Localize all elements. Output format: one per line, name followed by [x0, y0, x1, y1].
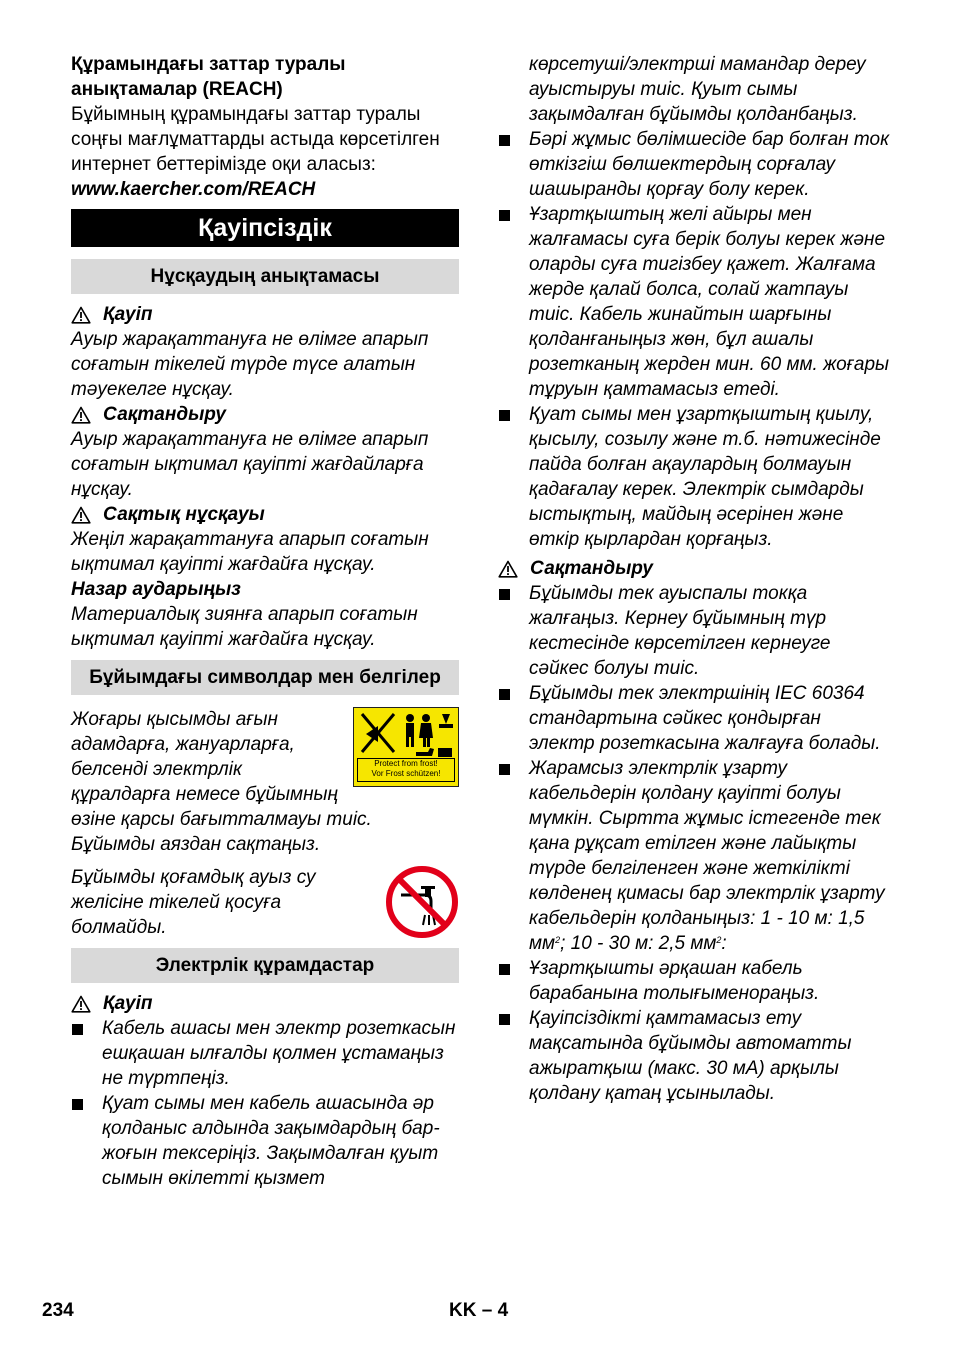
list-item: Бұйымды тек электршінің IEC 60364 стандартына сәйкес қондырған электр розеткасына жалғауға болады. — [498, 681, 890, 756]
water-text: Бұйымды қоғамдық ауыз су желісіне тікелей қосуға болмайды. — [71, 867, 316, 938]
water-block — [71, 865, 459, 940]
frost-label-en: Protect from frost! — [374, 759, 438, 768]
symbol-block — [71, 707, 459, 857]
square-bullet-icon — [499, 689, 510, 700]
frost-label-de: Vor Frost schützen! — [371, 769, 441, 778]
danger-text: Ауыр жарақаттануға не өлімге апарып соғатын тікелей түрде түсе алатын тәуекелге нұсқау. — [71, 329, 429, 400]
warning-text: Ауыр жарақаттануға не өлімге апарып соғатын ықтимал қауіпті жағдайларға нұсқау. — [71, 429, 429, 500]
continuation-text: көрсетуші/электрші мамандар дереу ауыстыруы тиіс. Қуыт сымы зақымдалған бұйымды қолданбаңыз. — [529, 54, 866, 125]
caution-text: Жеңіл жарақаттануға апарып соғатын ықтимал қауіпті жағдайға нұсқау. — [71, 529, 429, 575]
warning-triangle-icon — [71, 406, 91, 424]
square-bullet-icon — [499, 410, 510, 421]
right-column — [498, 52, 890, 1106]
no-drinking-water-connection-icon — [385, 865, 459, 939]
warning2-heading — [498, 556, 890, 581]
square-bullet-icon — [72, 1024, 83, 1035]
reach-url[interactable]: www.kaercher.com/REACH — [71, 179, 316, 200]
warning-triangle-icon — [71, 995, 91, 1013]
reach-text: Бұйымның құрамындағы заттар туралы соңғы мағлұматтарды астыда көрсетілген интернет беттерімізде оқи аласыз: — [71, 104, 440, 175]
frost-text: Бұйымды аяздан сақтаңыз. — [71, 834, 321, 855]
list-item: Бұйымды тек ауыспалы токқа жалғаңыз. Кернеу бұйымның түр кестесінде көрсетілген кернеуге сәйкес болуы тиіс. — [498, 581, 890, 681]
symbol-text: Жоғары қысымды ағын адамдарға, жануарларға, белсенді электрлік құралдарға немесе бұйымның өзіне қарсы бағытталмауы тиіс. — [71, 709, 372, 830]
square-bullet-icon — [72, 1099, 83, 1110]
warning2-label: Сақтандыру — [530, 558, 653, 579]
square-bullet-icon — [499, 964, 510, 975]
warning-heading — [71, 402, 459, 427]
danger-heading — [71, 302, 459, 327]
list-item: Ұзартқышты әрқашан кабель барабанына толығыменораңыз. — [498, 956, 890, 1006]
electrical-danger-list-continued — [498, 127, 890, 552]
square-bullet-icon — [499, 210, 510, 221]
list-item: Ұзартқыштың желі айыры мен жалғамасы суға берік болуы керек және оларды суға тигізбеу қажет. Жалғама жерде қалай болса, солай жатпауы тиіс. Кабель жинайтын шарғыны қолданғаныңыз жөн, бұл ашалы розетканың жерден мин. 60 мм. жоғары тұруын қамтамасыз етеді. — [498, 202, 890, 402]
subsection-symbols: Бұйымдағы символдар мен белгілер — [71, 660, 459, 695]
language-code: KK – 4 — [449, 1300, 509, 1321]
warning-triangle-icon — [71, 506, 91, 524]
warning-triangle-icon — [498, 560, 518, 578]
attention-text: Материалдық зиянға апарып соғатын ықтимал қауіпті жағдайға нұсқау. — [71, 604, 418, 650]
left-column — [71, 52, 459, 1191]
electrical-warning-list — [498, 581, 890, 1106]
list-item: Кабель ашасы мен электр розеткасын ешқашан ылғалды қолмен ұстамаңыз не түртпеңіз. — [71, 1016, 459, 1091]
list-item: Қуат сымы мен ұзартқыштың қиылу, қысылу, созылу және т.б. нәтижесінде пайда болған ақаулардың болмауын қадағалау керек. Электрік сымдарды ыстықтың, майдың әсерінен және өткір қырлардан қорғаңыз. — [498, 402, 890, 552]
frost-warning-sticker-icon — [353, 707, 459, 787]
warning-triangle-icon — [71, 306, 91, 324]
danger2-heading — [71, 991, 459, 1016]
list-item: Жарамсыз электрлік ұзарту кабельдерін қолдану қауіпті болуы мүмкін. Сыртта жұмыс істегенде тек қана рұқсат етілген және лайықты түрде белгіленген және жеткілікті көлденең қимасы бар электрлік ұзарту кабельдерін қолданыңыз: 1 - 10 м: 1,5 $мм^2$; 10 - 30 м: 2,5 $мм^2$: — [498, 756, 890, 956]
subsection-electrical: Электрлік құрамдастар — [71, 948, 459, 983]
list-item: Бәрі жұмыс бөлімшесіде бар болған ток өткізгіш бөлшектердың сорғалау шашыранды қорғау болу керек. — [498, 127, 890, 202]
reach-heading: Құрамындағы заттар туралы анықтамалар (REACH) — [71, 54, 346, 100]
square-bullet-icon — [499, 589, 510, 600]
square-bullet-icon — [499, 764, 510, 775]
caution-label: Сақтық нұсқауы — [103, 504, 265, 525]
list-item: Қауіпсіздікті қамтамасыз ету мақсатында бұйымды автоматты ажыратқыш (макс. 30 мА) арқылы қолдану қатаң ұсынылады. — [498, 1006, 890, 1106]
section-title-safety: Қауіпсіздік — [71, 209, 459, 247]
danger-label: Қауіп — [103, 304, 153, 325]
caution-heading — [71, 502, 459, 527]
electrical-danger-list — [71, 1016, 459, 1191]
danger2-label: Қауіп — [103, 993, 153, 1014]
square-bullet-icon — [499, 135, 510, 146]
warning-label: Сақтандыру — [103, 404, 226, 425]
list-item: Қуат сымы мен кабель ашасында әр қолданыс алдында зақымдардың бар-жоғын тексеріңіз. Зақымдалған қуыт сымын өкілетті қызмет — [71, 1091, 459, 1191]
attention-label: Назар аударыңыз — [71, 579, 241, 600]
subsection-instruction-definitions: Нұсқаудың анықтамасы — [71, 259, 459, 294]
square-bullet-icon — [499, 1014, 510, 1025]
page-number: 234 — [42, 1300, 74, 1321]
